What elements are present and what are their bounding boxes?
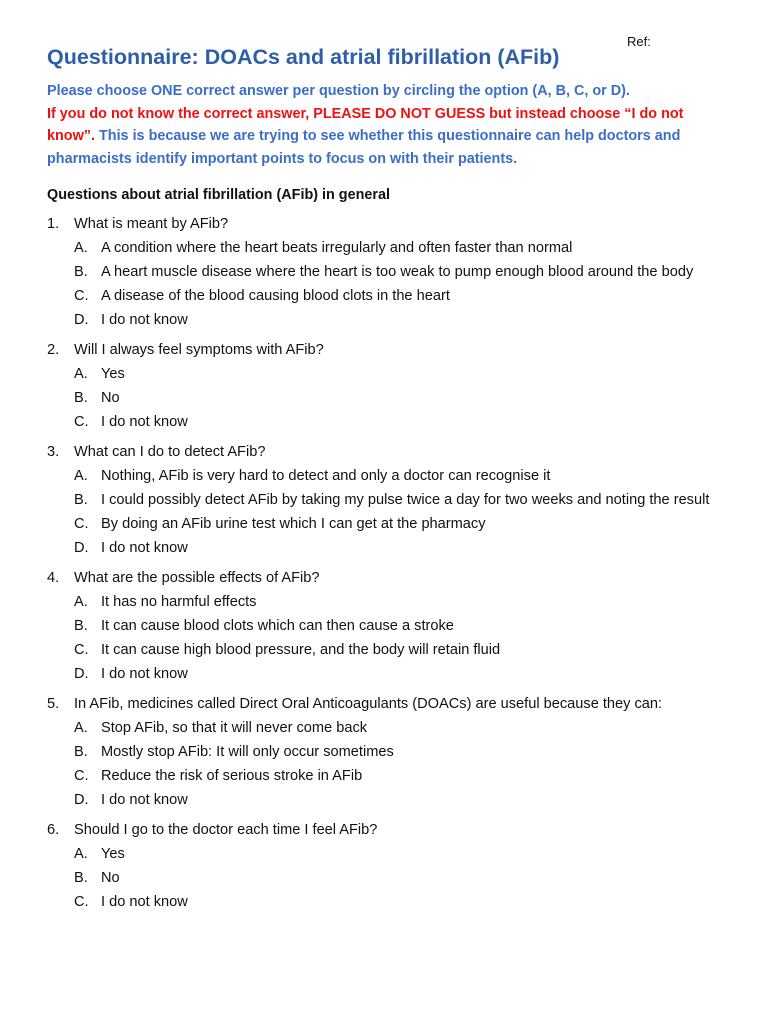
option-letter: B. [74,618,88,634]
option-text: Yes [101,366,125,382]
question-6 [47,818,727,914]
answer-option[interactable] [47,536,727,560]
question-number: 2. [47,342,60,358]
question-number: 1. [47,216,60,232]
question-number: 5. [47,696,60,712]
answer-option[interactable] [47,512,727,536]
question-number: 4. [47,570,60,586]
option-letter: C. [74,288,89,304]
question-line [47,212,727,236]
answer-option[interactable] [47,638,727,662]
option-text: Reduce the risk of serious stroke in AFib [101,768,363,784]
option-letter: A. [74,366,88,382]
option-text: I do not know [101,414,188,430]
option-text: Mostly stop AFib: It will only occur sometimes [101,744,394,760]
option-letter: C. [74,414,89,430]
instruction-line: Please choose ONE correct answer per question by circling the option (A, B, C, or D). [47,83,630,99]
answer-option[interactable] [47,236,727,260]
option-text: I do not know [101,540,188,556]
option-text: I do not know [101,792,188,808]
answer-option[interactable] [47,890,727,914]
option-letter: C. [74,894,89,910]
answer-option[interactable] [47,284,727,308]
instructions [47,80,727,170]
answer-option[interactable] [47,488,727,512]
question-list [47,212,727,914]
option-letter: D. [74,666,89,682]
instruction-warning: If you do not know the correct answer, PLEASE DO NOT GUESS but instead choose “I do not know”. [47,105,684,144]
question-2 [47,338,727,434]
option-letter: C. [74,768,89,784]
question-4 [47,566,727,686]
answer-option[interactable] [47,614,727,638]
option-letter: C. [74,642,89,658]
option-letter: B. [74,264,88,280]
answer-option[interactable] [47,410,727,434]
answer-option[interactable] [47,842,727,866]
option-text: Nothing, AFib is very hard to detect and only a doctor can recognise it [101,468,551,484]
question-text: Will I always feel symptoms with AFib? [74,342,324,358]
question-text: What can I do to detect AFib? [74,444,266,460]
answer-option[interactable] [47,590,727,614]
option-letter: A. [74,468,88,484]
option-letter: A. [74,846,88,862]
question-5 [47,692,727,812]
option-text: It can cause high blood pressure, and the body will retain fluid [101,642,501,658]
answer-option[interactable] [47,662,727,686]
option-letter: D. [74,312,89,328]
option-letter: B. [74,390,88,406]
question-text: Should I go to the doctor each time I feel AFib? [74,822,378,838]
option-text: It can cause blood clots which can then cause a stroke [101,618,454,634]
ref-label: Ref: [627,34,651,49]
option-text: A heart muscle disease where the heart is too weak to pump enough blood around the body [101,264,694,280]
question-text: What are the possible effects of AFib? [74,570,320,586]
option-letter: B. [74,492,88,508]
question-line [47,338,727,362]
answer-option[interactable] [47,866,727,890]
option-text: By doing an AFib urine test which I can get at the pharmacy [101,516,486,532]
option-letter: C. [74,516,89,532]
question-line [47,818,727,842]
answer-option[interactable] [47,716,727,740]
page-title: Questionnaire: DOACs and atrial fibrillation (AFib) [47,45,560,69]
option-letter: B. [74,870,88,886]
question-line [47,440,727,464]
answer-option[interactable] [47,308,727,332]
question-number: 3. [47,444,60,460]
section-heading: Questions about atrial fibrillation (AFib) in general [47,187,391,203]
answer-option[interactable] [47,362,727,386]
option-text: It has no harmful effects [101,594,257,610]
answer-option[interactable] [47,386,727,410]
option-text: I do not know [101,312,188,328]
option-text: A condition where the heart beats irregularly and often faster than normal [101,240,573,256]
option-text: No [101,390,120,406]
option-text: Yes [101,846,125,862]
option-text: I do not know [101,666,188,682]
answer-option[interactable] [47,260,727,284]
question-line [47,692,727,716]
instruction-reason: This is because we are trying to see whether this questionnaire can help doctors and pharmacists identify important points to focus on with their patients. [47,128,681,167]
option-letter: D. [74,792,89,808]
question-line [47,566,727,590]
question-text: In AFib, medicines called Direct Oral Anticoagulants (DOACs) are useful because they can: [74,696,663,712]
option-letter: A. [74,240,88,256]
answer-option[interactable] [47,464,727,488]
option-letter: B. [74,744,88,760]
option-text: Stop AFib, so that it will never come back [101,720,368,736]
answer-option[interactable] [47,764,727,788]
answer-option[interactable] [47,740,727,764]
option-letter: A. [74,594,88,610]
option-text: I could possibly detect AFib by taking my pulse twice a day for two weeks and noting the result [101,492,710,508]
question-3 [47,440,727,560]
option-text: No [101,870,120,886]
option-text: A disease of the blood causing blood clots in the heart [101,288,450,304]
option-letter: D. [74,540,89,556]
question-text: What is meant by AFib? [74,216,229,232]
option-text: I do not know [101,894,188,910]
questionnaire-page [47,30,727,920]
answer-option[interactable] [47,788,727,812]
question-1 [47,212,727,332]
option-letter: A. [74,720,88,736]
question-number: 6. [47,822,60,838]
